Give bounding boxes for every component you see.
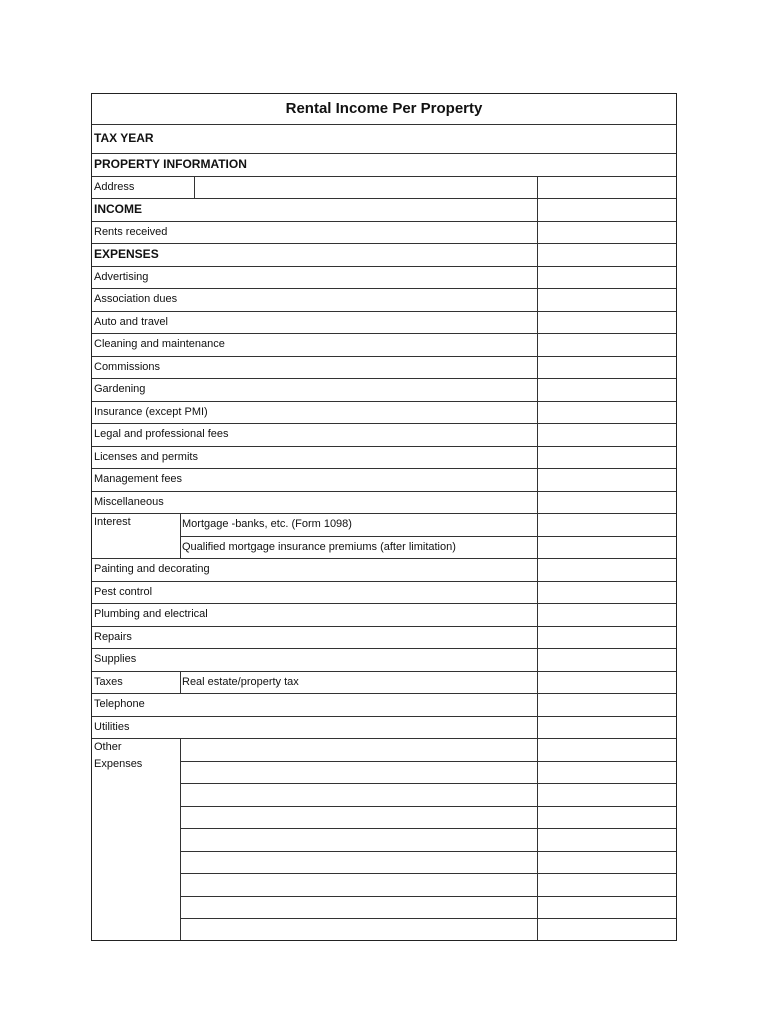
cleaning-amount-field[interactable]: [537, 334, 676, 355]
interest-divider: [180, 513, 181, 558]
interest-qualified-label: Qualified mortgage insurance premiums (after limitation): [182, 541, 456, 553]
gardening-label: Gardening: [94, 383, 146, 395]
taxes-amount-field[interactable]: [537, 672, 676, 693]
other-expense-description-field[interactable]: [181, 874, 536, 895]
painting-label: Painting and decorating: [94, 563, 210, 575]
association-dues-label: Association dues: [94, 293, 178, 305]
plumbing-amount-field[interactable]: [537, 604, 676, 625]
row-divider: [92, 153, 676, 154]
rents-received-label: Rents received: [94, 226, 168, 238]
address-amount-field[interactable]: [537, 177, 676, 198]
address-label: Address: [94, 181, 135, 193]
other-expenses-label-2: Expenses: [94, 758, 143, 770]
insurance-label: Insurance (except PMI): [94, 406, 208, 418]
interest-mortgage-label: Mortgage -banks, etc. (Form 1098): [182, 518, 352, 530]
interest-label: Interest: [94, 516, 131, 528]
insurance-amount-field[interactable]: [537, 402, 676, 423]
rental-income-form: [91, 93, 677, 941]
other-expense-description-field[interactable]: [181, 807, 536, 828]
management-amount-field[interactable]: [537, 469, 676, 490]
other-expense-description-field[interactable]: [181, 762, 536, 783]
taxes-detail-label: Real estate/property tax: [182, 676, 299, 688]
advertising-label: Advertising: [94, 271, 149, 283]
commissions-label: Commissions: [94, 361, 161, 373]
expenses-label: EXPENSES: [94, 247, 159, 261]
row-divider: [92, 124, 676, 125]
other-expense-description-field[interactable]: [181, 852, 536, 873]
telephone-amount-field[interactable]: [537, 694, 676, 715]
income-label: INCOME: [94, 202, 142, 216]
pest-label: Pest control: [94, 586, 153, 598]
legal-amount-field[interactable]: [537, 424, 676, 445]
legal-label: Legal and professional fees: [94, 428, 229, 440]
taxes-divider: [180, 671, 181, 693]
interest-qualified-amount-field[interactable]: [537, 537, 676, 558]
repairs-label: Repairs: [94, 631, 132, 643]
interest-mortgage-amount-field[interactable]: [537, 514, 676, 535]
supplies-label: Supplies: [94, 653, 137, 665]
cleaning-label: Cleaning and maintenance: [94, 338, 225, 350]
management-label: Management fees: [94, 473, 183, 485]
row-divider: [92, 243, 676, 244]
property-info-label: PROPERTY INFORMATION: [94, 157, 247, 171]
rents-amount-field[interactable]: [537, 222, 676, 243]
other-expense-description-field[interactable]: [181, 739, 536, 760]
other-expense-description-field[interactable]: [181, 784, 536, 805]
licenses-label: Licenses and permits: [94, 451, 198, 463]
licenses-amount-field[interactable]: [537, 447, 676, 468]
association-dues-amount-field[interactable]: [537, 289, 676, 310]
pest-amount-field[interactable]: [537, 582, 676, 603]
auto-travel-amount-field[interactable]: [537, 312, 676, 333]
income-amount-field[interactable]: [537, 199, 676, 220]
utilities-label: Utilities: [94, 721, 130, 733]
other-expense-description-field[interactable]: [181, 897, 536, 918]
auto-travel-label: Auto and travel: [94, 316, 168, 328]
supplies-amount-field[interactable]: [537, 649, 676, 670]
utilities-amount-field[interactable]: [537, 717, 676, 738]
misc-amount-field[interactable]: [537, 492, 676, 513]
painting-amount-field[interactable]: [537, 559, 676, 580]
repairs-amount-field[interactable]: [537, 627, 676, 648]
tax-year-label: TAX YEAR: [94, 131, 154, 145]
advertising-amount-field[interactable]: [537, 267, 676, 288]
taxes-label: Taxes: [94, 676, 123, 688]
form-title: Rental Income Per Property: [285, 100, 483, 117]
misc-label: Miscellaneous: [94, 496, 164, 508]
gardening-amount-field[interactable]: [537, 379, 676, 400]
commissions-amount-field[interactable]: [537, 357, 676, 378]
telephone-label: Telephone: [94, 698, 145, 710]
other-expense-description-field[interactable]: [181, 829, 536, 850]
plumbing-label: Plumbing and electrical: [94, 608, 208, 620]
address-field[interactable]: [195, 177, 536, 198]
other-expense-description-field[interactable]: [181, 919, 536, 939]
other-expenses-label-1: Other: [94, 741, 122, 753]
